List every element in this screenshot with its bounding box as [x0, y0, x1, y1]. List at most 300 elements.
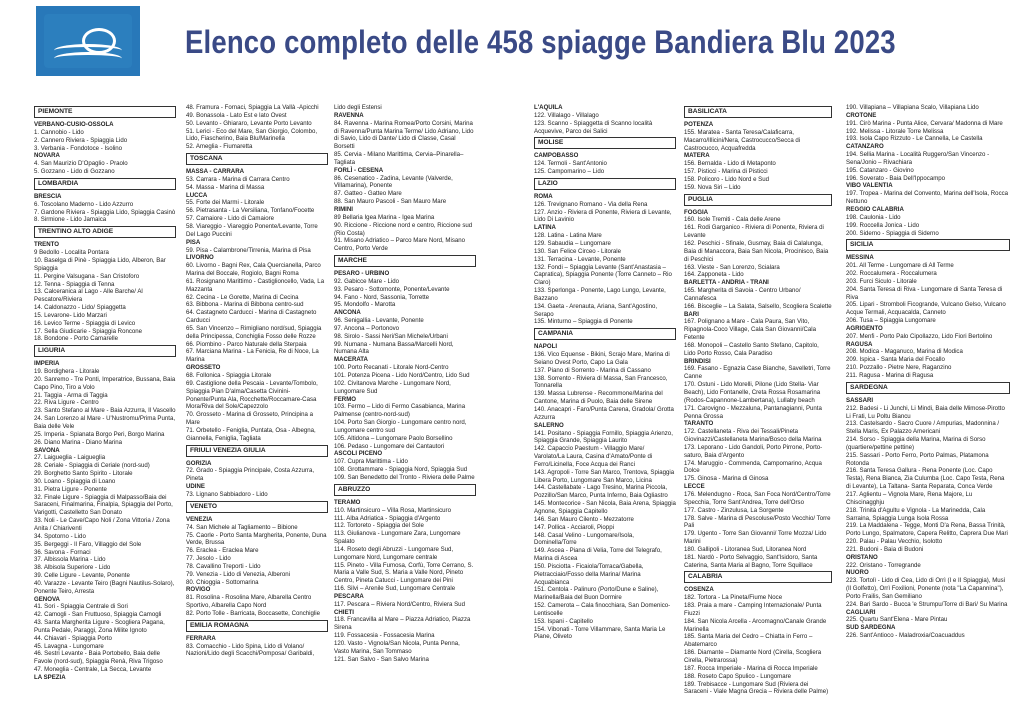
province-heading: NAPOLI: [534, 343, 558, 351]
beach-entry: 68. Follonica - Spiaggia Litorale: [186, 372, 272, 379]
beach-entry: 205. Lipari - Stromboli Ficogrande, Vulcano Gelso, Vulcano Acque Termali, Acquacalda, Canneto: [846, 301, 1008, 317]
beach-entry: 148. Casal Velino - Lungomare/Isola, Dominella/Torre: [534, 531, 636, 547]
beach-entry: 187. Rocca Imperiale - Marina di Rocca Imperiale: [684, 664, 818, 672]
beach-entry: 156. Bernalda - Lido di Metaponto: [684, 160, 776, 168]
beach-entry: 1. Cannobio - Lido: [34, 128, 84, 136]
beach-entry: 50. Levanto - Ghiararo, Levante Porto Levanto: [186, 119, 312, 127]
list-column-2: [186, 104, 328, 658]
province-heading: SALERNO: [534, 421, 564, 429]
beach-entry: 114. Roseto degli Abruzzi - Lungomare Sud, Lungomare Nord, Lungomare centrale: [334, 545, 455, 561]
region-heading: TOSCANA: [186, 153, 328, 165]
beach-entry: 157. Pisticci - Marina di Pisticci: [684, 168, 768, 176]
province-heading: GENOVA: [34, 595, 60, 603]
beach-entry: 75. Caorle - Porto Santa Margherita, Ponente, Duna Verde, Brussa: [186, 531, 329, 547]
beach-entry: 55. Forte dei Marmi - Litorale: [186, 199, 265, 207]
beach-entry: 103. Fermo – Lido di Fermo Casabianca, Marina Palmense (centro-nord-sud): [334, 403, 467, 419]
beach-entry: 56. Pietrasanta - La Versiliana, Tonfano/Focette: [186, 207, 315, 215]
beach-entry: 181. Nardò - Porto Selvaggio, Sant'Isidoro, Santa Caterina, Santa Maria al Bagno, Torre Squillace: [684, 553, 819, 569]
beach-entry: 25. Imperia - Spianata Borgo Peri, Borgo Marina: [34, 430, 165, 438]
beach-entry: 54. Massa - Marina di Massa: [186, 183, 265, 191]
beach-entry: 109. San Benedetto del Tronto - Riviera delle Palme: [334, 473, 475, 481]
beach-entry: 197. Tropea - Marina del Convento, Marina dell'Isola, Rocca Nettuno: [846, 190, 1010, 206]
beach-entry: 208. Modica - Maganuco, Marina di Modica: [846, 348, 963, 356]
beach-entry: 217. Aglientu – Vignola Mare, Rena Majore, Lu Chiscinagghju: [846, 490, 974, 506]
beach-entry: 90. Riccione - Riccione nord e centro, Riccione sud (Rio Costa): [334, 221, 474, 237]
province-heading: SUD SARDEGNA: [846, 624, 896, 632]
province-heading: LUCCA: [186, 191, 208, 199]
beach-entry: 159. Nova Siri – Lido: [684, 183, 741, 191]
region-heading: LIGURIA: [34, 345, 176, 357]
beach-entry: 17. Sella Giudicarie - Spiaggia Roncone: [34, 327, 143, 335]
beach-entry: 177. Castro - Zinzulusa, La Sorgente: [684, 506, 784, 514]
beach-entry: 180. Gallipoli - Litoranea Sud, Litoranea Nord: [684, 545, 807, 553]
page-title: Elenco completo delle 458 spiagge Bandiera Blu 2023: [185, 24, 896, 60]
beach-entry: 167. Polignano a Mare - Cala Paura, San Vito, Ripagnola-Coco Village, Cala San Giovanni/Cala Fetente: [684, 318, 818, 342]
beach-entry: 137. Piano di Sorrento - Marina di Cassano: [534, 366, 651, 374]
beach-entry: 122. Villalago - Villalago: [534, 111, 599, 119]
beach-entry: 24. San Lorenzo al Mare - U'Nustromu/Prima Punta, Baia delle Vele: [34, 415, 177, 430]
beach-entry: 11. Pergine Valsugana - San Cristoforo: [34, 272, 140, 280]
region-heading: VENETO: [186, 501, 328, 513]
region-heading: PIEMONTE: [34, 106, 176, 118]
beach-entry: 28. Ceriale - Spiaggia di Ceriale (nord-sud): [34, 462, 150, 470]
beach-entry: 125. Campomarino – Lido: [534, 168, 605, 176]
beach-entry: 161. Rodi Garganico - Riviera di Ponente, Riviera di Levante: [684, 224, 826, 240]
beach-entry: 165. Margherita di Savoia - Centro Urbano/ Cannafesca: [684, 287, 803, 302]
beach-entry: 26. Diano Marina - Diano Marina: [34, 438, 123, 446]
region-heading: LOMBARDIA: [34, 178, 176, 190]
beach-entry: 160. Isole Tremiti - Cala delle Arene: [684, 216, 781, 224]
beach-entry: 76. Eraclea - Eraclea Mare: [186, 547, 259, 555]
province-heading: LIVORNO: [186, 254, 214, 262]
beach-entry: 72. Grado - Spiaggia Principale, Costa Azzurra, Pineta: [186, 467, 316, 483]
beach-entry: Lido degli Estensi: [334, 104, 382, 111]
beach-entry: 6. Toscolano Maderno - Lido Azzurro: [34, 200, 134, 208]
beach-entry: 51. Lerici - Eco del Mare, San Giorgio, Colombo, Lido, Fiascherino, Baia Blu/Marinella: [186, 127, 319, 143]
province-heading: GROSSETO: [186, 364, 221, 372]
beach-entry: 139. Massa Lubrense - Recommone/Marina del Cantone, Marina di Puolo, Baia delle Sirene: [534, 390, 665, 406]
beach-entry: 184. San Nicola Arcella - Arcomagno/Canale Grande Marinella: [684, 617, 828, 633]
beach-entry: 149. Ascea - Piana di Velia, Torre del Telegrafo, Marina di Ascea: [534, 547, 664, 563]
beach-entry: 172. Castellaneta - Riva dei Tessali/Pineta Giovinazzi/Castellaneta Marina/Bosco della Marina: [684, 428, 822, 444]
beach-entry: 221. Budoni - Baia di Budoni: [846, 545, 924, 553]
beach-entry: 74. San Michele al Tagliamento – Bibione: [186, 523, 298, 531]
province-heading: FERRARA: [186, 634, 216, 642]
beach-entry: 152. Camerota – Cala finocchiara, San Domenico-Lentiscelle: [534, 602, 671, 617]
beach-entry: 164. Zapponeta - Lido: [684, 271, 744, 279]
beach-entry: 219. La Maddalena - Tegge, Monti D'a Rena, Bassa Trinità, Porto Lungo, Spalmatore, Capera Relitto, Caprera Due Mari: [846, 522, 1008, 538]
region-heading: PUGLIA: [684, 194, 832, 206]
province-heading: VIBO VALENTIA: [846, 182, 893, 190]
beach-entry: 15. Levarone- Lido Marzari: [34, 311, 107, 319]
beach-entry: 77. Jesolo - Lido: [186, 555, 231, 563]
page-header: [0, 0, 1024, 100]
beach-entry: 120. Vasto - Vignola/San Nicola, Punta Penna, Vasto Marina, San Tommaso: [334, 640, 462, 655]
list-column-4: [534, 104, 676, 641]
beach-entry: 82. Porto Tolle - Barricata, Boccasette, Conchiglie: [186, 609, 321, 617]
province-heading: POTENZA: [684, 121, 714, 128]
beach-entry: 224. Bari Sardo - Bucca 'e Strumpu/Torre di Bari/ Su Marina: [846, 600, 1008, 608]
beach-entry: 226. Sant'Antioco - Maladroxia/Coacuaddus: [846, 632, 965, 640]
beach-entry: 206. Tusa – Spiaggia Lungomare: [846, 317, 936, 325]
region-heading: SICILIA: [846, 239, 1010, 251]
province-heading: BARLETTA - ANDRIA - TRANI: [684, 279, 769, 287]
beach-entry: 189. Trebisacce - Lungomare Sud (Riviera dei Saraceni - Viale Magna Grecia – Riviera delle Palme): [684, 680, 829, 696]
beach-entry: 186. Diamante – Diamante Nord (Cirella, Scogliera Cirella, Pietrarossa): [684, 649, 823, 664]
beach-entry: 47. Moneglia - Centrale, La Secca, Levante: [34, 666, 152, 674]
beach-entry: 53. Carrara - Marina di Carrara Centro: [186, 175, 290, 183]
list-column-1: [34, 104, 176, 682]
beach-entry: 36. Savona - Fornaci: [34, 548, 91, 556]
beach-entry: 211. Ragusa - Marina di Ragusa: [846, 372, 934, 379]
province-heading: MESSINA: [846, 254, 874, 262]
list-column-6: [846, 104, 1010, 640]
beach-entry: 70. Grosseto - Marina di Grosseto, Principina a Mare: [186, 411, 315, 427]
beach-entry: 86. Cesenatico - Zadina, Levante (Valverde, Villamarina), Ponente: [334, 174, 455, 190]
province-heading: BARI: [684, 310, 699, 318]
beach-entry: 169. Fasano - Egnazia Case Bianche, Savelletri, Torre Canne: [684, 365, 833, 381]
province-heading: TARANTO: [684, 420, 714, 428]
beach-entry: 81. Rosolina - Rosolina Mare, Albarella Centro Sportivo, Albarella Capo Nord: [186, 594, 314, 610]
beach-entry: 93. Pesaro - Sottomonte, Ponente/Levante: [334, 285, 450, 293]
beach-entry: 73. Lignano Sabbiadoro - Lido: [186, 490, 268, 498]
beach-entry: 147. Pollica - Acciaroli, Pioppi: [534, 523, 614, 531]
region-heading: MOLISE: [534, 137, 676, 149]
beach-entry: 135. Minturno – Spiaggia di Ponente: [534, 318, 633, 326]
province-heading: ROMA: [534, 192, 553, 200]
beach-entry: 113. Giulianova - Lungomare Zara, Lungomare Spalato: [334, 530, 463, 546]
beach-entry: 40. Varazze - Levante Teiro (Bagni Nautilus-Solaro), Ponente Teiro, Arresta: [34, 579, 177, 595]
beach-entry: 193. Isola Capo Rizzuto - Le Cannella, Le Castella: [846, 135, 983, 143]
region-heading: TRENTINO ALTO ADIGE: [34, 226, 176, 238]
beach-entry: 100. Porto Recanati - Litorale Nord-Centro: [334, 364, 449, 372]
beach-entry: 106. Pedaso - Lungomare dei Cantautori: [334, 442, 445, 450]
beach-entry: 132. Fondi – Spiaggia Levante (Sant'Anastasia – Capratica), Spiaggia Ponente (Torre Canneto – Rio Claro): [534, 263, 674, 287]
beach-entry: 94. Fano - Nord, Sassonia, Torrette: [334, 293, 430, 301]
beach-entry: 108. Grottammare - Spiaggia Nord, Spiaggia Sud: [334, 466, 468, 474]
beach-entry: 146. San Mauro Cilento - Mezzatorre: [534, 515, 634, 523]
beach-entry: 115. Pineto - Villa Fumosa, Corfù, Torre Cerrano, S. Maria a Valle Sud, S. Maria a Valle Nord, Pineto Centro, Pineta Catucci - Lungomare dei Pini: [334, 561, 475, 585]
beach-entry: 185. Santa Maria del Cedro – Chiatta in Ferro – Abatemarco: [684, 633, 814, 649]
list-column-3: [334, 104, 476, 664]
province-heading: MACERATA: [334, 356, 368, 364]
beach-entry: 213. Castelsardo - Sacro Cuore / Ampurias, Madonnina / Stella Maris, Ex Palazzo Americani: [846, 420, 1001, 436]
beach-entry: 154. Vibonati - Torre Villammare, Santa Maria Le Piane, Oliveto: [534, 625, 668, 641]
beach-entry: 195. Catanzaro - Giovino: [846, 166, 914, 174]
beach-entry: 60. Livorno - Bagni Rex, Cala Quercianella, Parco Marina del Boccale, Rogiolo, Bagni Roma: [186, 262, 323, 278]
beach-entry: 214. Sorso - Spiaggia della Marina, Marina di Sorso (quartiere/pettine pettine): [846, 436, 988, 451]
beach-entry: 23. Santo Stefano al Mare - Baia Azzurra, Il Vascello: [34, 407, 176, 415]
beach-entry: 49. Bonassola - Lato Est e lato Ovest: [186, 111, 287, 119]
region-heading: FRIULI VENEZIA GIULIA: [186, 445, 328, 457]
beach-entry: 27. Laigueglia - Laigueglia: [34, 454, 106, 462]
beach-entry: 107. Cupra Marittima - Lido: [334, 458, 408, 466]
beach-entry: 116. Silvi – Arenile Sud, Lungomare Centrale: [334, 585, 456, 593]
beach-entry: 216. Santa Teresa Gallura - Rena Ponente (Loc. Capo Testa), Rena Bianca, Zia Culumba (Loc. Capo Testa, Rena di Levante), La Taltana- Santa Reparata, Conca Verde: [846, 467, 1007, 491]
beach-entry: 89 Bellaria Igea Marina - Igea Marina: [334, 213, 435, 221]
beach-entry: 155. Maratea - Santa Teresa/Calaficarra, Macarro/Illicini/Nera, Castrocucco/Secca di Castrocucco, Acquafredda: [684, 128, 802, 152]
beach-entry: 196. Soverato - Baia Dell'Ippocampo: [846, 174, 946, 182]
beach-entry: 4. San Maurizio D'Opaglio - Praolo: [34, 160, 128, 168]
beach-entry: 71. Orbetello - Feniglia, Puntata, Osa - Albegna, Giannella, Feniglia, Tagliata: [186, 426, 318, 442]
beach-entry: 158. Policoro - Lido Nord e Sud: [684, 175, 770, 183]
beach-entry: 91. Misano Adriatico – Parco Mare Nord, Misano Centro, Porto Verde: [334, 237, 467, 253]
beach-entry: 223. Tortolì - Lido di Cea, Lido di Orrì (I e II Spiaggia), Musì (Il Golfetto), Orrì Foxilioni, Ponente (nota "La Capannina"), Porto Frailis, San Gemiliano: [846, 577, 1008, 600]
region-heading: LAZIO: [534, 178, 676, 190]
beach-entry: 175. Ginosa - Marina di Ginosa: [684, 475, 769, 483]
beach-entry: 92. Gabicce Mare - Lido: [334, 277, 400, 285]
beach-entry: 198. Caulonia - Lido: [846, 213, 901, 221]
beach-entry: 38. Albisola Superiore - Lido: [34, 564, 111, 572]
beach-entry: 192. Melissa - Litorale Torre Melissa: [846, 127, 944, 135]
beach-entry: 142. Capaccio Paestum - Villaggio Mare/ Varolato/La Laura, Casina d'Amato/Ponte di Ferro/Licinella, Foce Acqua dei Ranci: [534, 445, 654, 468]
beach-entry: 63. Bibbona - Marina di Bibbona centro-sud: [186, 301, 304, 309]
province-heading: LECCE: [684, 483, 705, 491]
beach-entry: 128. Latina - Latina Mare: [534, 232, 602, 240]
beach-entry: 210. Pozzallo - Pietre Nere, Raganzino: [846, 364, 952, 372]
beach-entry: 133. Sperlonga - Ponente, Lago Lungo, Levante, Bazzano: [534, 287, 668, 302]
beach-entry: 85. Cervia - Milano Marittima, Cervia–Pinarella–Tagliata: [334, 151, 464, 166]
region-heading: CALABRIA: [684, 571, 832, 583]
beach-entry: 105. Altidona – Lungomare Paolo Borsellino: [334, 434, 453, 442]
beach-entry: 84. Ravenna - Marina Romea/Porto Corsini, Marina di Ravenna/Punta Marina Terme/ Lido Adriano, Lido di Savio, Lido di Dante/ Lido di Classe, Casal Borsetti: [334, 119, 476, 151]
beach-entry: 200. Siderno - Spiaggia di Siderno: [846, 229, 939, 237]
region-heading: BASILICATA: [684, 106, 832, 118]
beach-entry: 112. Tortoreto - Spiaggia del Sole: [334, 522, 424, 530]
province-heading: ASCOLI PICENO: [334, 450, 383, 458]
beach-entry: 19. Bordighera - Litorale: [34, 368, 100, 376]
beach-entry: 162. Peschici - Sfinale, Gusmay, Baia di Calalunga, Baia di Manaccora, Baia San Nicola, Procinisco, Baia di Peschici: [684, 239, 830, 263]
beach-entry: 101. Potenza Picena - Lido Nord/Centro, Lido Sud: [334, 372, 470, 379]
beach-entry: 5. Gozzano - Lido di Gozzano: [34, 168, 115, 176]
beach-entry: 62. Cecina - Le Gorette, Marina di Cecina: [186, 293, 299, 301]
region-heading: SARDEGNA: [846, 382, 1010, 394]
beach-entry: 52. Ameglia - Fiumaretta: [186, 143, 253, 151]
beach-entry: 22. Riva Ligure - Centro: [34, 399, 99, 407]
beach-entry: 111. Alba Adriatica - Spiaggia d'Argento: [334, 514, 441, 522]
beach-entry: 171. Carovigno - Mezzaluna, Pantanagianni, Punta Penna Grossa: [684, 404, 824, 420]
province-heading: PISA: [186, 238, 201, 246]
province-heading: FERMO: [334, 395, 357, 403]
beach-entry: 182. Tortora - La Pineta/Fiume Noce: [684, 594, 783, 602]
beach-entry: 21. Taggia - Arma di Taggia: [34, 391, 108, 399]
beach-entry: 33. Noli - Le Cave/Capo Noli / Zona Vittoria / Zona Anita / Chiariventi: [34, 517, 172, 532]
beach-entry: 8. Sirmione - Lido Jamaica: [34, 216, 107, 224]
beach-entry: 199. Roccella Jonica - Lido: [846, 221, 920, 229]
beach-entry: 188. Roseto Capo Spulico - Lungomare: [684, 672, 792, 680]
beach-entry: 32. Finale Ligure - Spiaggia di Malpasso/Baia dei Saraceni, Finalmarina, Finalpia, Spiaggia del Porto, Varigotti, Castelletto San Donato: [34, 493, 175, 517]
province-heading: BRINDISI: [684, 357, 711, 365]
beach-entry: 215. Sassari - Porto Ferro, Porto Palmas, Platamona Rotonda: [846, 451, 991, 467]
beach-entry: 168. Monopoli – Castello Santo Stefano, Capitolo, Lido Porto Rosso, Cala Paradiso: [684, 341, 821, 357]
beach-entry: 3. Verbania - Fondotoce - Isolino: [34, 144, 123, 152]
beach-entry: 117. Pescara – Riviera Nord/Centro, Riviera Sud: [334, 600, 465, 608]
beach-entry: 61. Rosignano Marittimo - Castiglioncello, Vada, La Mazzanta: [186, 277, 326, 293]
beach-entry: 118. Francavilla al Mare – Piazza Adriatico, Piazza Sirena: [334, 616, 473, 632]
province-heading: AGRIGENTO: [846, 324, 883, 332]
beach-entry: 45. Lavagna - Lungomare: [34, 642, 104, 650]
beach-entry: 207. Menfi - Porto Palo Cipollazzo, Lido Fiori Bertolino: [846, 332, 993, 340]
beach-entry: 87. Gatteo - Gatteo Mare: [334, 190, 402, 198]
beach-entry: 44. Chiavari - Spiaggia Porto: [34, 634, 112, 642]
region-heading: CAMPANIA: [534, 328, 676, 340]
beach-entry: 179. Ugento - Torre San Giovanni/ Torre Mozza/ Lido Marini: [684, 530, 829, 546]
province-heading: CHIETI: [334, 608, 354, 616]
province-heading: FORLÌ - CESENA: [334, 166, 384, 174]
beach-entry: 212. Badesi - Li Junchi, Li Mindi, Baia delle Mimose-Pirotto Li Frati, Lu Poltu Biancu: [846, 404, 1007, 420]
province-heading: CAGLIARI: [846, 608, 876, 616]
province-heading: CATANZARO: [846, 143, 884, 151]
wave-icon: [54, 52, 122, 65]
beach-entry: 2. Cannero Riviera - Spiaggia Lido: [34, 136, 128, 144]
beach-entry: 9 Bedollo - Localita Pontara: [34, 249, 109, 257]
beach-entry: 218. Trinità d'Agultu e Vignola - La Marinedda, Cala Sarraina, Spiaggia Lunga Isola Rossa: [846, 506, 987, 522]
beach-entry: 69. Castiglione della Pescaia - Levante/Tombolo, Spiaggia Pian D'alma/Casetta Civinini-Ponente/Punta Ala, Rocchette/Roccamare-Casa Mora/Riva del Sole/Capezzolo: [186, 379, 320, 411]
beach-entry: 80. Chioggia - Sottomarina: [186, 578, 259, 586]
beach-entry: 42. Camogli - San Fruttuoso, Spiaggia Camogli: [34, 611, 162, 619]
province-heading: MATERA: [684, 152, 710, 160]
beach-entry: 88. San Mauro Pascoli - San Mauro Mare: [334, 198, 447, 206]
province-heading: MASSA - CARRARA: [186, 168, 245, 176]
province-heading: TRENTO: [34, 241, 59, 249]
province-heading: L'AQUILA: [534, 104, 563, 111]
beach-entry: 43. Santa Margherita Ligure - Scogliera Pagana, Punta Pedale, Paraggi, Zona Milite Ignoto: [34, 619, 167, 634]
beach-entry: 66. Piombino - Parco Naturale della Sterpaia: [186, 340, 307, 348]
beach-entry: 121. San Salvo - San Salvo Marina: [334, 655, 429, 663]
beach-entry: 7. Gardone Riviera - Spiaggia Lido, Spiaggia Casinò: [34, 208, 176, 216]
beach-entry: 104. Porto San Giorgio - Lungomare centro nord, Lungomare centro sud: [334, 419, 469, 434]
beach-entry: 35. Bergeggi - Il Faro, Villaggio del Sole: [34, 540, 142, 548]
beach-entry: 124. Termoli - Sant'Antonio: [534, 160, 607, 168]
province-heading: RAVENNA: [334, 111, 364, 119]
beach-entry: 37. Albissola Marina - Lido: [34, 556, 106, 564]
beach-entry: 130. San Felice Circeo - Litorale: [534, 247, 622, 255]
beach-entry: 136. Vico Equense - Bikini, Scrajo Mare, Marina di Seiano Ovest Porto, Capo La Gala: [534, 351, 672, 366]
beach-entry: 123. Scanno - Spiaggetta di Scanno località Acquevive, Parco dei Salici: [534, 119, 654, 135]
beach-entry: 20. Sanremo - Tre Ponti, Imperatrice, Bussana, Baia Capo Pino, Tiro a Volo: [34, 375, 177, 391]
beach-entry: 46. Sestri Levante - Baia Portobello, Baia delle Favole (nord-sud), Spiaggia Renà, Riva Trigoso: [34, 650, 163, 666]
beach-entry: 174. Maruggio - Commenda, Campomarino, Acqua Dolce: [684, 459, 824, 475]
province-heading: COSENZA: [684, 586, 714, 594]
region-heading: ABRUZZO: [334, 484, 476, 496]
beach-entry: 79. Venezia - Lido di Venezia, Alberoni: [186, 570, 291, 578]
beach-entry: 140. Anacapri - Faro/Punta Carena, Gradola/ Grotta Azzurra: [534, 406, 676, 421]
province-heading: VERBANO-CUSIO-OSSOLA: [34, 121, 114, 128]
beach-entry: 166. Bisceglie – La Salata, Salsello, Scogliera Scalette: [684, 302, 832, 310]
beach-entry: 12. Tenna - Spiaggia di Tenna: [34, 280, 115, 288]
beach-entry: 64. Castagneto Carducci - Marina di Castagneto Carducci: [186, 309, 319, 325]
beach-entry: 67. Marciana Marina - La Fenicia, Re di Noce, La Marina: [186, 348, 321, 364]
region-heading: MARCHE: [334, 255, 476, 267]
province-heading: PESARO - URBINO: [334, 270, 390, 278]
beach-entry: 34. Spotorno - Lido: [34, 532, 86, 540]
beach-entry: 134. Gaeta - Arenauta, Ariana, Sant'Agostino, Serapo: [534, 302, 659, 318]
province-heading: IMPERIA: [34, 360, 60, 368]
beach-entry: 144. Castellabate - Lago Tresino, Marina Piccola, Pozzillo/San Marco, Punta Inferno, Baia Ogliastro: [534, 484, 669, 500]
beach-entry: 151. Centola - Palinuro (Porto/Dune e Saline), Marinella/Baia del Buon Dormire: [534, 586, 661, 602]
beach-entry: 201. All Terme - Lungomare di All Terme: [846, 262, 954, 270]
beach-entry: 170. Ostuni - Lido Morelli, Pilone (Lido Stella- Viar Beach), Lido Fontanelle, Creta Rossa Rosamarina (Rodos-Capannone-Lambertana), Lullaby beach: [684, 381, 822, 404]
beach-entry: 145. Montecorice - San Nicola, Baia Arena, Spiaggia Agnone, Spiaggia Capitello: [534, 500, 678, 515]
beach-entry: 58. Viareggio - Viareggio Ponente/Levante, Torre Del Lago Puccini: [186, 222, 320, 238]
province-heading: BRESCIA: [34, 192, 62, 200]
beach-entry: 16. Levico Terme - Spiaggia di Levico: [34, 319, 136, 327]
beach-entry: 31. Pietra Ligure - Ponente: [34, 485, 107, 493]
beach-entry: 209. Ispica - Santa Maria del Focallo: [846, 356, 945, 364]
province-heading: SAVONA: [34, 446, 60, 454]
beach-entry: 83. Comacchio - Lido Spina, Lido di Volano/ Nazioni/Lido degli Scacchi/Pomposa/ Garibaldi,: [186, 642, 315, 658]
beach-entry: 110. Martinsicuro – Villa Rosa, Martinsicuro: [334, 506, 451, 514]
beach-entry: 48. Framura - Fornaci, Spiaggia La Vallà -Apicchi: [186, 104, 319, 111]
beach-entry: 10. Baselga di Pinè - Spiaggia Lido, Alberon, Bar Spiaggia: [34, 256, 168, 272]
province-heading: UDINE: [186, 483, 205, 491]
beach-entry: 141. Positano - Spiaggia Fornillo, Spiaggia Arienzo, Spiaggia Grande, Spiaggia Laurito: [534, 429, 675, 445]
beach-entry: 98. Sirolo - Sassi Neri/San Michele/Urbani: [334, 332, 448, 340]
beach-entry: 96. Senigallia - Levante, Ponente: [334, 317, 424, 325]
province-heading: LA SPEZIA: [34, 674, 66, 681]
beach-entry: 57. Camaiore - Lido di Camaiore: [186, 215, 275, 223]
beach-entry: 99. Numana - Numana Bassa/Marcelli Nord, Numana Alta: [334, 340, 456, 356]
beach-entry: 29. Borghetto Santo Spirito - Litorale: [34, 470, 133, 478]
beach-entry: 191. Cirò Marina - Punta Alice, Cervara/ Madonna di Mare: [846, 119, 1003, 127]
beach-entry: 183. Praia a mare - Camping Internazionale/ Punta Fiuzzi: [684, 602, 824, 617]
beach-entry: 39. Celle Ligure - Levante, Ponente: [34, 572, 130, 580]
beach-entry: 220. Palau - Palau Vecchio, Isolotto: [846, 538, 943, 546]
beach-entry: 41. Sori - Spiaggia Centrale di Sori: [34, 603, 128, 611]
province-heading: GORIZIA: [186, 459, 212, 467]
province-heading: PESCARA: [334, 592, 364, 600]
beach-entry: 59. Pisa - Calambrone/Tirrenia, Marina di Pisa: [186, 246, 311, 254]
beach-entry: 153. Ispani - Capitello: [534, 617, 593, 625]
beach-entry: 78. Cavallino Treporti - Lido: [186, 562, 261, 570]
beach-entry: 18. Bondone - Porto Camarelle: [34, 335, 119, 343]
beach-entry: 13. Calceranica al Lago - Alle Barche/ Al Pescatore/Riviera: [34, 288, 145, 304]
province-heading: TERAMO: [334, 498, 361, 506]
beach-entry: 126. Trevignano Romano - Via della Rena: [534, 200, 648, 208]
beach-entry: 30. Loano - Spiaggia di Loano: [34, 477, 116, 485]
beach-entry: 150. Pisciotta - Ficaiola/Torraca/Gabella, Pietracciaio/Fosso della Marina/ Marina Acquabianca: [534, 562, 646, 586]
province-heading: ANCONA: [334, 309, 361, 317]
beach-entry: 95. Mondolfo - Marotta: [334, 301, 396, 309]
province-heading: ORISTANO: [846, 553, 878, 561]
beach-entry: 225. Quartu Sant'Elena - Mare Pintau: [846, 616, 948, 624]
beach-entry: 138. Sorrento - Riviera di Massa, San Francesco, Tonnarella: [534, 374, 670, 390]
beach-entry: 97. Ancona – Portonovo: [334, 324, 400, 332]
province-heading: REGGIO CALABRIA: [846, 205, 904, 213]
beach-entry: 194. Sellia Marina - Località Ruggero/San Vincenzo - Sena/Jonio – Rivachiara: [846, 151, 991, 166]
blue-flag-logo: [36, 6, 140, 76]
province-heading: CAMPOBASSO: [534, 152, 579, 160]
beach-entry: 163. Vieste - San Lorenzo, Scialara: [684, 263, 780, 271]
province-heading: VENEZIA: [186, 515, 213, 523]
beach-entry: 102. Civitanova Marche - Lungomare Nord, Lungomare Sud: [334, 379, 453, 395]
beach-entry: 65. San Vincenzo – Rimigliano nord/sud, Spiaggia della Principessa, Conchiglia Fosso delle Rozze: [186, 324, 324, 340]
beach-entry: 173. Leporano - Lido Gandoli, Porto Pirrone, Porto-saturo, Baia d'Argento: [684, 443, 823, 459]
province-heading: CROTONE: [846, 111, 877, 119]
province-heading: ROVIGO: [186, 586, 211, 594]
beach-entry: 14. Caldonazzo - Lido/ Spiaggetta: [34, 304, 126, 312]
beach-entry: 178. Salve - Marina di Pescoluse/Posto Vecchio/ Torre Pali: [684, 514, 833, 530]
beach-entry: 203. Furci Siculo - Litorale: [846, 277, 917, 285]
province-heading: NUORO: [846, 569, 869, 577]
beach-entry: 202. Roccalumera - Roccalumera: [846, 270, 937, 278]
province-heading: RAGUSA: [846, 340, 873, 348]
province-heading: LATINA: [534, 224, 556, 232]
province-heading: FOGGIA: [684, 208, 709, 216]
province-heading: NOVARA: [34, 152, 60, 160]
beach-entry: 129. Sabaudia – Lungomare: [534, 239, 611, 247]
beach-list: [34, 104, 1010, 719]
